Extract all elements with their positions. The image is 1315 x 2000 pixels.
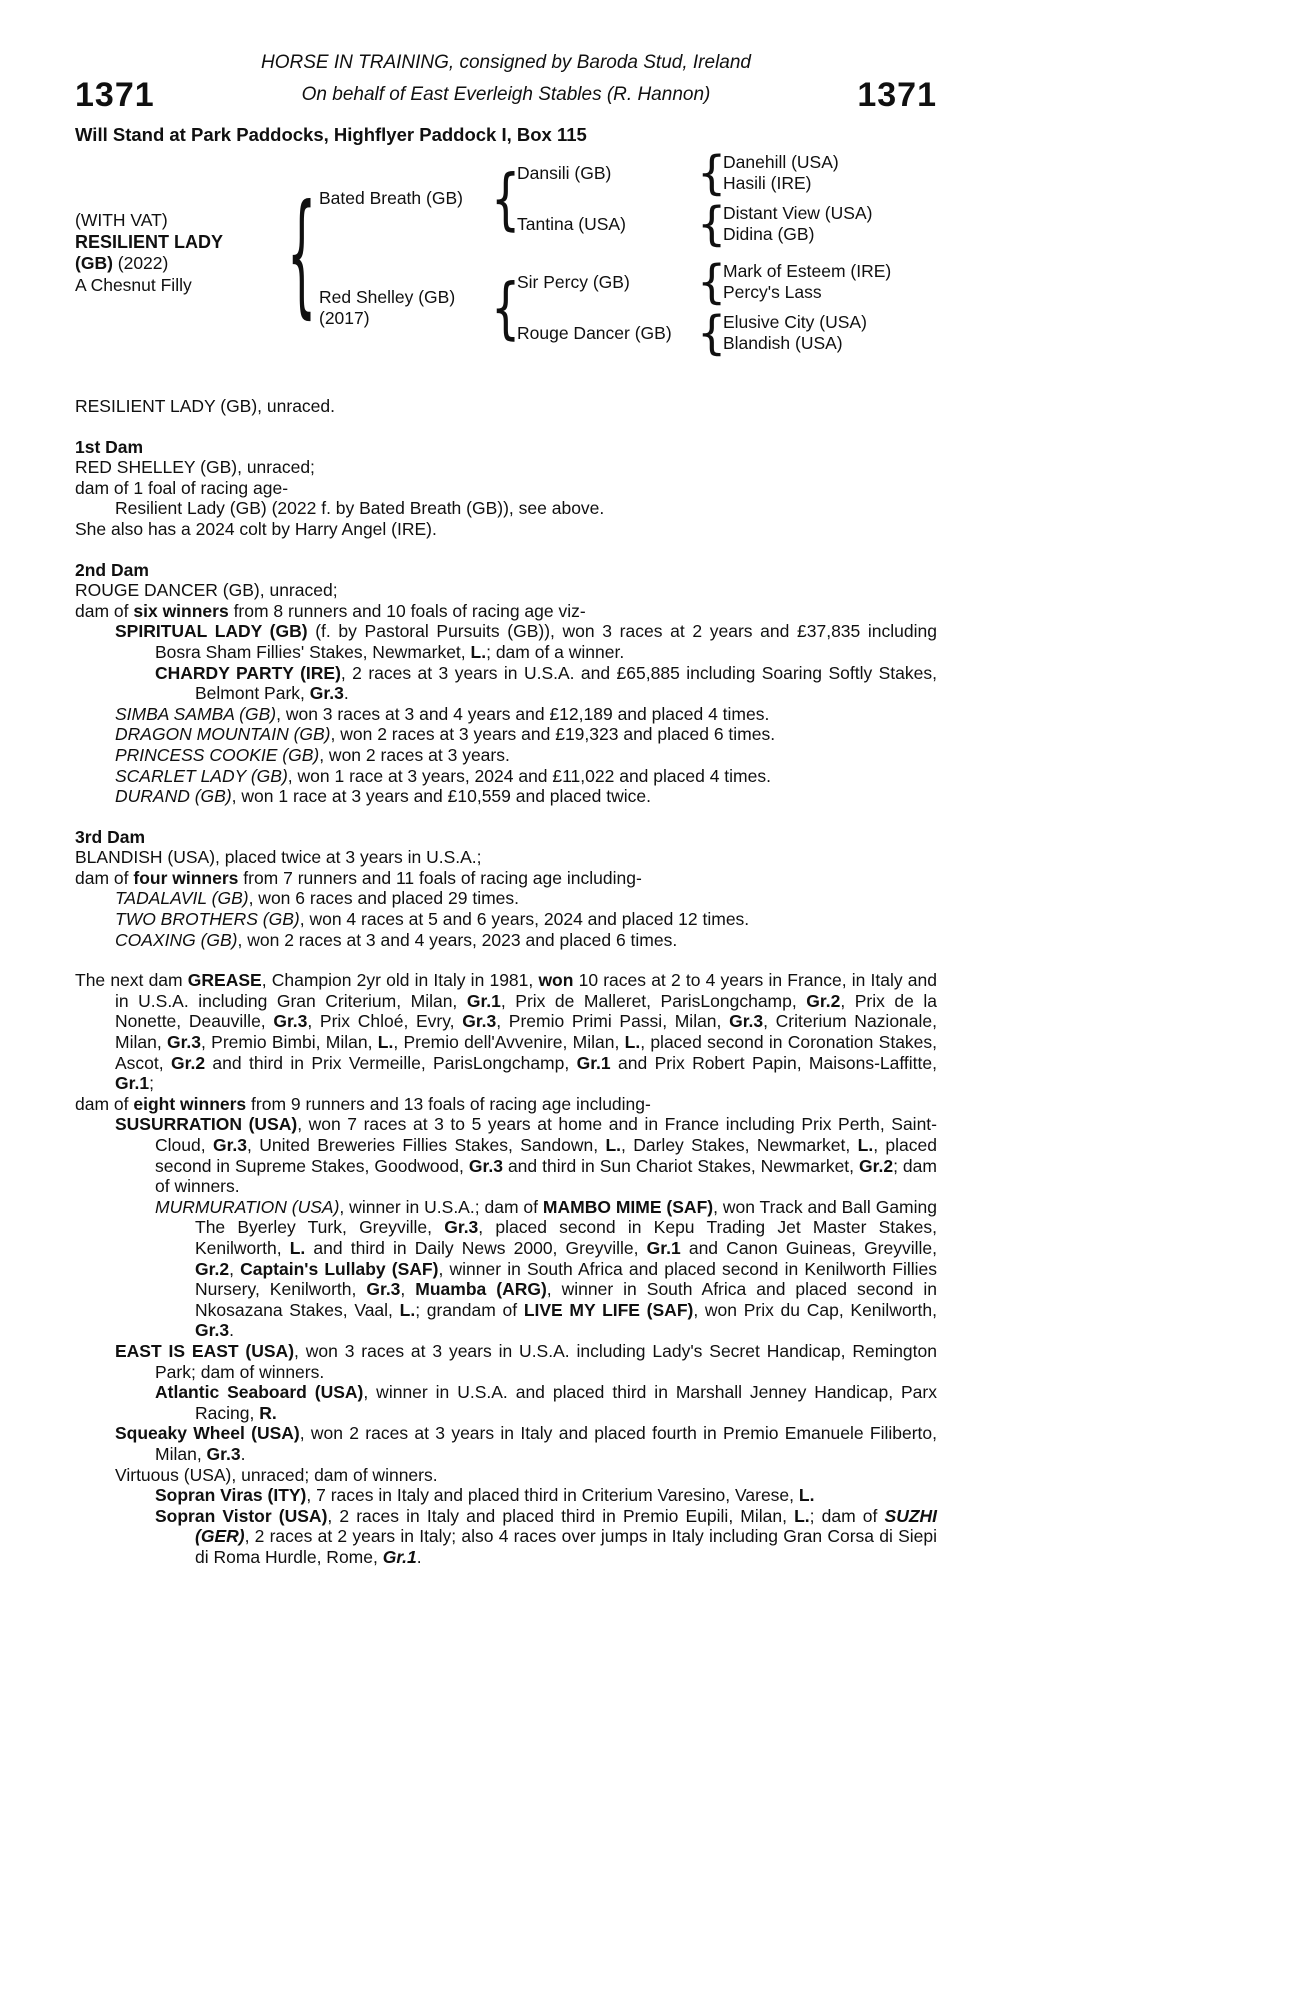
emphasis-text: Gr.3 — [309, 683, 344, 704]
emphasis-text: Gr.1 — [576, 1052, 611, 1073]
vat-note: (WITH VAT) — [75, 210, 168, 230]
subject-horse-name: RESILIENT LADY — [75, 231, 224, 252]
emphasis-text: Gr.3 — [212, 1135, 248, 1155]
text-run: RED SHELLEY (GB), unraced; — [75, 457, 315, 478]
emphasis-text: L. — [289, 1237, 306, 1258]
emphasis-text: SCARLET LADY (GB) — [115, 765, 288, 786]
generation-1-column — [319, 146, 923, 360]
emphasis-text: COAXING (GB) — [115, 929, 238, 950]
text-run: , won 2 races at 3 years. — [319, 744, 510, 765]
paragraph — [75, 1485, 937, 1506]
paragraph — [75, 724, 937, 745]
paragraph — [75, 786, 937, 807]
text-run: , placed second in Supreme Stakes, Goodwood, — [155, 1135, 938, 1176]
emphasis-text: SIMBA SAMBA (GB) — [115, 703, 277, 724]
emphasis-text: DURAND (GB) — [115, 786, 232, 807]
text-run: , Darley Stakes, Newmarket, — [621, 1135, 858, 1155]
ancestor-name: Hasili (IRE) — [723, 173, 812, 193]
paragraph — [75, 888, 937, 909]
paragraph — [75, 970, 937, 1094]
text-run: , United Breweries Fillies Stakes, Sandown, — [247, 1135, 606, 1155]
ancestor-pair — [723, 203, 923, 245]
sire-name: Bated Breath (GB) — [319, 188, 463, 208]
paragraph — [75, 1114, 937, 1196]
emphasis-text: Captain's Lullaby (SAF) — [240, 1258, 439, 1279]
paragraph — [75, 704, 937, 725]
subject-horse-suffix — [75, 253, 287, 275]
paragraph — [75, 519, 937, 540]
text-run: ; dam of a winner. — [486, 641, 625, 662]
text-run: , Prix de la Nonette, Deauville, — [115, 990, 937, 1032]
text-run: . — [229, 1320, 234, 1341]
text-run: , Prix Chloé, Evry, — [307, 1011, 463, 1032]
emphasis-text: Muamba (ARG) — [415, 1279, 547, 1300]
pedigree-brace-icon: { — [697, 197, 727, 251]
text-run: and third in Sun Chariot Stakes, Newmarket, — [502, 1155, 860, 1176]
text-run: and Prix Robert Papin, Maisons-Laffitte, — [610, 1052, 937, 1073]
emphasis-text: CHARDY PARTY (IRE) — [155, 662, 341, 683]
pedigree-brace-icon: { — [697, 255, 727, 309]
catalogue-body-text — [75, 396, 937, 1567]
text-run: , won 7 races at 3 to 5 years at home and in France including Prix Perth, Saint-Cloud, — [155, 1114, 937, 1155]
dam-gen2-column — [517, 255, 923, 360]
emphasis-text: Squeaky Wheel (USA) — [115, 1423, 300, 1444]
text-run: , Premio dell'Avvenire, Milan, — [393, 1032, 625, 1053]
emphasis-text: Atlantic Seaboard (USA) — [155, 1382, 364, 1403]
text-run: , — [400, 1279, 416, 1300]
text-run: , won 3 races at 3 years in U.S.A. including Lady's Secret Handicap, Remington Park; dam of winners. — [155, 1340, 937, 1382]
ancestor-name: Dansili (GB) — [517, 162, 612, 183]
text-run: , won 2 races at 3 and 4 years, 2023 and placed 6 times. — [237, 929, 678, 950]
text-run: , won Track and Ball Gaming The Byerley Turk, Greyville, — [195, 1196, 937, 1238]
emphasis-text: Gr.3 — [366, 1279, 401, 1300]
emphasis-text: DRAGON MOUNTAIN (GB) — [115, 724, 331, 745]
text-run: , winner in South Africa and placed second in Kenilworth Fillies Nursery, Kenilworth, — [195, 1258, 937, 1300]
sire-gen2-column — [517, 146, 923, 251]
emphasis-text: L. — [605, 1135, 621, 1155]
subject-colour-sex: A Chesnut Filly — [75, 274, 192, 295]
emphasis-text: Gr.3 — [195, 1320, 230, 1341]
text-run: , 2 races at 3 years in U.S.A. and £65,885 including Soaring Softly Stakes, Belmont Park, — [195, 662, 937, 704]
paragraph — [75, 847, 937, 868]
ancestor-name: Rouge Dancer (GB) — [517, 322, 672, 343]
text-run: from 7 runners and 11 foals of racing age including- — [238, 867, 642, 888]
emphasis-text: 1st Dam — [75, 436, 144, 457]
emphasis-text: L. — [399, 1299, 416, 1320]
ancestor-branch — [517, 255, 923, 309]
text-run: , placed second in Kepu Trading Jet Master Stakes, Kenilworth, — [195, 1217, 937, 1258]
ancestor-branch — [517, 197, 923, 251]
consignor-line: HORSE IN TRAINING, consigned by Baroda Stud, Ireland — [261, 52, 751, 73]
emphasis-text: Gr.3 — [444, 1217, 479, 1238]
emphasis-text: SPIRITUAL LADY (GB) — [115, 621, 308, 642]
text-run: , Premio Bimbi, Milan, — [201, 1032, 378, 1053]
emphasis-text: L. — [377, 1032, 394, 1053]
paragraph — [75, 1423, 937, 1464]
text-run: , Champion 2yr old in Italy in 1981, — [261, 970, 539, 991]
pedigree-brace-icon: { — [491, 268, 521, 347]
emphasis-text: Gr.3 — [729, 1011, 764, 1032]
text-run: ; grandam of — [415, 1299, 524, 1320]
pedigree-brace-icon: { — [287, 174, 317, 332]
emphasis-text: Sopran Vistor (USA) — [155, 1505, 328, 1526]
emphasis-text: L. — [798, 1485, 815, 1506]
text-run: , winner in U.S.A. and placed third in Marshall Jenney Handicap, Parx Racing, — [195, 1382, 937, 1423]
emphasis-text: won — [538, 970, 574, 991]
ancestor-branch — [517, 306, 923, 360]
ancestor-name: Danehill (USA) — [723, 152, 839, 172]
emphasis-text: 2nd Dam — [75, 559, 149, 580]
text-run: , 7 races in Italy and placed third in Criterium Varesino, Varese, — [306, 1485, 799, 1506]
section-heading — [75, 437, 937, 458]
emphasis-text: Gr.1 — [466, 990, 501, 1011]
paragraph — [75, 580, 937, 601]
pedigree-brace-icon: { — [697, 306, 727, 360]
emphasis-text: four winners — [133, 867, 239, 888]
lot-number-left: 1371 — [75, 76, 155, 114]
emphasis-text: Gr.2 — [195, 1258, 230, 1279]
paragraph — [75, 457, 937, 478]
text-run: , — [229, 1258, 241, 1279]
emphasis-text: SUZHI (GER) — [195, 1505, 938, 1547]
emphasis-text: Gr.2 — [859, 1155, 894, 1176]
text-run: , won 1 race at 3 years, 2024 and £11,022 and placed 4 times. — [287, 765, 771, 786]
paragraph — [75, 766, 937, 787]
dam-name: Red Shelley (GB) — [319, 286, 456, 307]
text-run: , 2 races in Italy and placed third in Premio Eupili, Milan, — [327, 1505, 795, 1526]
emphasis-text: TWO BROTHERS (GB) — [115, 909, 300, 930]
text-run: , 2 races at 2 years in Italy; also 4 races over jumps in Italy including Gran Corsa di Siepi di Roma Hurdle, Rome, — [195, 1526, 937, 1567]
text-run: from 8 runners and 10 foals of racing age viz- — [228, 600, 586, 621]
emphasis-text: GREASE — [187, 970, 262, 991]
ancestor-name: Mark of Esteem (IRE) — [723, 261, 892, 281]
text-run: ; — [149, 1073, 154, 1094]
paragraph — [75, 1341, 937, 1382]
text-run: dam of 1 foal of racing age- — [75, 477, 289, 498]
lot-row — [75, 76, 937, 114]
emphasis-text: eight winners — [133, 1093, 247, 1114]
text-run: (f. by Pastoral Pursuits (GB)), won 3 races at 2 years and £37,835 including Bosra Sham Fillies' Stakes, Newmarket, — [155, 621, 937, 662]
text-run: , winner in U.S.A.; dam of — [339, 1196, 543, 1217]
sire-branch — [319, 146, 923, 251]
dam-year: (2017) — [319, 307, 370, 328]
text-run: , Prix de Malleret, ParisLongchamp, — [500, 990, 807, 1011]
text-run: . — [343, 683, 349, 704]
emphasis-text: Gr.3 — [166, 1032, 202, 1053]
text-run: , won 3 races at 3 and 4 years and £12,189 and placed 4 times. — [276, 703, 770, 724]
text-run: dam of — [75, 1093, 134, 1114]
paragraph — [75, 1506, 937, 1568]
emphasis-text: Sopran Viras (ITY) — [155, 1485, 307, 1506]
emphasis-text: 3rd Dam — [75, 826, 146, 847]
lot-number-right: 1371 — [857, 76, 937, 114]
emphasis-text: EAST IS EAST (USA) — [115, 1340, 295, 1361]
paragraph — [75, 1382, 937, 1423]
text-run: . — [416, 1546, 422, 1567]
paragraph — [75, 1094, 937, 1115]
text-run: BLANDISH (USA), placed twice at 3 years in U.S.A.; — [75, 847, 482, 868]
ancestor-name: Distant View (USA) — [723, 203, 873, 223]
text-run: and third in Daily News 2000, Greyville, — [305, 1237, 647, 1258]
paragraph — [75, 909, 937, 930]
text-run: Virtuous (USA), unraced; dam of winners. — [115, 1464, 438, 1485]
paragraph — [75, 621, 937, 662]
pedigree-brace-icon: { — [491, 159, 521, 238]
emphasis-text: MAMBO MIME (SAF) — [542, 1196, 714, 1217]
text-run: She also has a 2024 colt by Harry Angel (IRE). — [75, 518, 437, 539]
text-run: , won 4 races at 5 and 6 years, 2024 and placed 12 times. — [299, 909, 750, 930]
text-run: and third in Prix Vermeille, ParisLongchamp, — [205, 1052, 577, 1073]
text-run: and Canon Guineas, Greyville, — [680, 1237, 937, 1258]
text-run: , Criterium Nazionale, Milan, — [115, 1011, 937, 1053]
pedigree-subject-block — [75, 210, 287, 296]
ancestor-pair — [723, 312, 923, 354]
emphasis-text: MURMURATION (USA) — [155, 1196, 340, 1217]
ancestor-branch — [517, 146, 923, 200]
ancestor-name: Blandish (USA) — [723, 333, 843, 353]
text-run: ; dam of — [809, 1505, 885, 1526]
text-run: , placed second in Coronation Stakes, Ascot, — [115, 1032, 938, 1073]
subject-year: (2022) — [112, 253, 169, 273]
emphasis-text: L. — [470, 641, 487, 662]
text-run: The next dam — [75, 970, 188, 991]
emphasis-text: Gr.2 — [171, 1052, 206, 1073]
emphasis-text: Gr.1 — [646, 1237, 681, 1258]
paragraph — [75, 930, 937, 951]
text-run: , won 2 races at 3 years and £19,323 and placed 6 times. — [330, 724, 776, 745]
emphasis-text: PRINCESS COOKIE (GB) — [115, 744, 320, 765]
text-run: Resilient Lady (GB) (2022 f. by Bated Breath (GB)), see above. — [115, 498, 605, 519]
paragraph — [75, 1197, 937, 1341]
text-run: from 9 runners and 13 foals of racing age including- — [246, 1093, 651, 1114]
ancestor-pair — [723, 261, 923, 303]
ancestor-name: Didina (GB) — [723, 224, 815, 244]
ancestor-name: Percy's Lass — [723, 282, 822, 302]
pedigree-table — [75, 146, 937, 360]
emphasis-text: TADALAVIL (GB) — [115, 888, 249, 909]
on-behalf-line: On behalf of East Everleigh Stables (R. Hannon) — [301, 84, 711, 105]
subject-country: (GB) — [75, 253, 113, 273]
paragraph — [75, 745, 937, 766]
emphasis-text: Gr.3 — [273, 1011, 308, 1032]
paragraph — [75, 663, 937, 704]
text-run: , won 6 races and placed 29 times. — [248, 888, 520, 909]
emphasis-text: Gr.3 — [462, 1011, 497, 1032]
text-run: ; dam of winners. — [155, 1155, 937, 1197]
emphasis-text: Gr.1 — [382, 1546, 417, 1567]
section-heading — [75, 560, 937, 581]
emphasis-text: R. — [259, 1402, 277, 1423]
stand-location-line: Will Stand at Park Paddocks, Highflyer Paddock I, Box 115 — [75, 124, 587, 145]
text-run: 10 races at 2 to 4 years in France, in Italy and in U.S.A. including Gran Criterium, Milan, — [115, 970, 937, 1011]
ancestor-name: Elusive City (USA) — [723, 312, 867, 332]
text-run: , won Prix du Cap, Kenilworth, — [693, 1299, 937, 1320]
emphasis-text: Gr.1 — [115, 1073, 150, 1094]
dam-branch — [319, 255, 923, 360]
paragraph — [75, 601, 937, 622]
emphasis-text: L. — [857, 1135, 874, 1155]
emphasis-text: SUSURRATION (USA) — [115, 1114, 298, 1135]
ancestor-name: Sir Percy (GB) — [517, 271, 630, 292]
text-run: . — [240, 1443, 246, 1464]
text-run: dam of — [75, 600, 134, 621]
page-content — [75, 0, 937, 1567]
pedigree-brace-icon: { — [697, 146, 727, 200]
section-heading — [75, 827, 937, 848]
emphasis-text: six winners — [133, 600, 229, 621]
emphasis-text: LIVE MY LIFE (SAF) — [523, 1299, 694, 1320]
emphasis-text: Gr.2 — [806, 990, 841, 1011]
emphasis-text: L. — [794, 1505, 810, 1526]
dam-name-block — [319, 287, 491, 329]
text-run: ROUGE DANCER (GB), unraced; — [75, 580, 338, 601]
ancestor-pair — [723, 152, 923, 194]
text-run: , won 2 races at 3 years in Italy and placed fourth in Premio Emanuele Filiberto, Milan, — [155, 1423, 937, 1464]
ancestor-name: Tantina (USA) — [517, 213, 626, 234]
emphasis-text: Gr.3 — [468, 1155, 503, 1176]
paragraph — [75, 1465, 937, 1486]
text-run: , winner in South Africa and placed second in Nkosazana Stakes, Vaal, — [195, 1279, 938, 1320]
text-run: RESILIENT LADY (GB), unraced. — [75, 396, 336, 416]
emphasis-text: Gr.3 — [206, 1443, 241, 1464]
emphasis-text: L. — [624, 1032, 641, 1053]
subject-summary — [75, 396, 937, 417]
text-run: , won 1 race at 3 years and £10,559 and placed twice. — [231, 786, 651, 807]
paragraph — [75, 868, 937, 889]
text-run: dam of — [75, 867, 134, 888]
paragraph — [75, 498, 937, 519]
paragraph — [75, 478, 937, 499]
text-run: , Premio Primi Passi, Milan, — [496, 1011, 730, 1032]
